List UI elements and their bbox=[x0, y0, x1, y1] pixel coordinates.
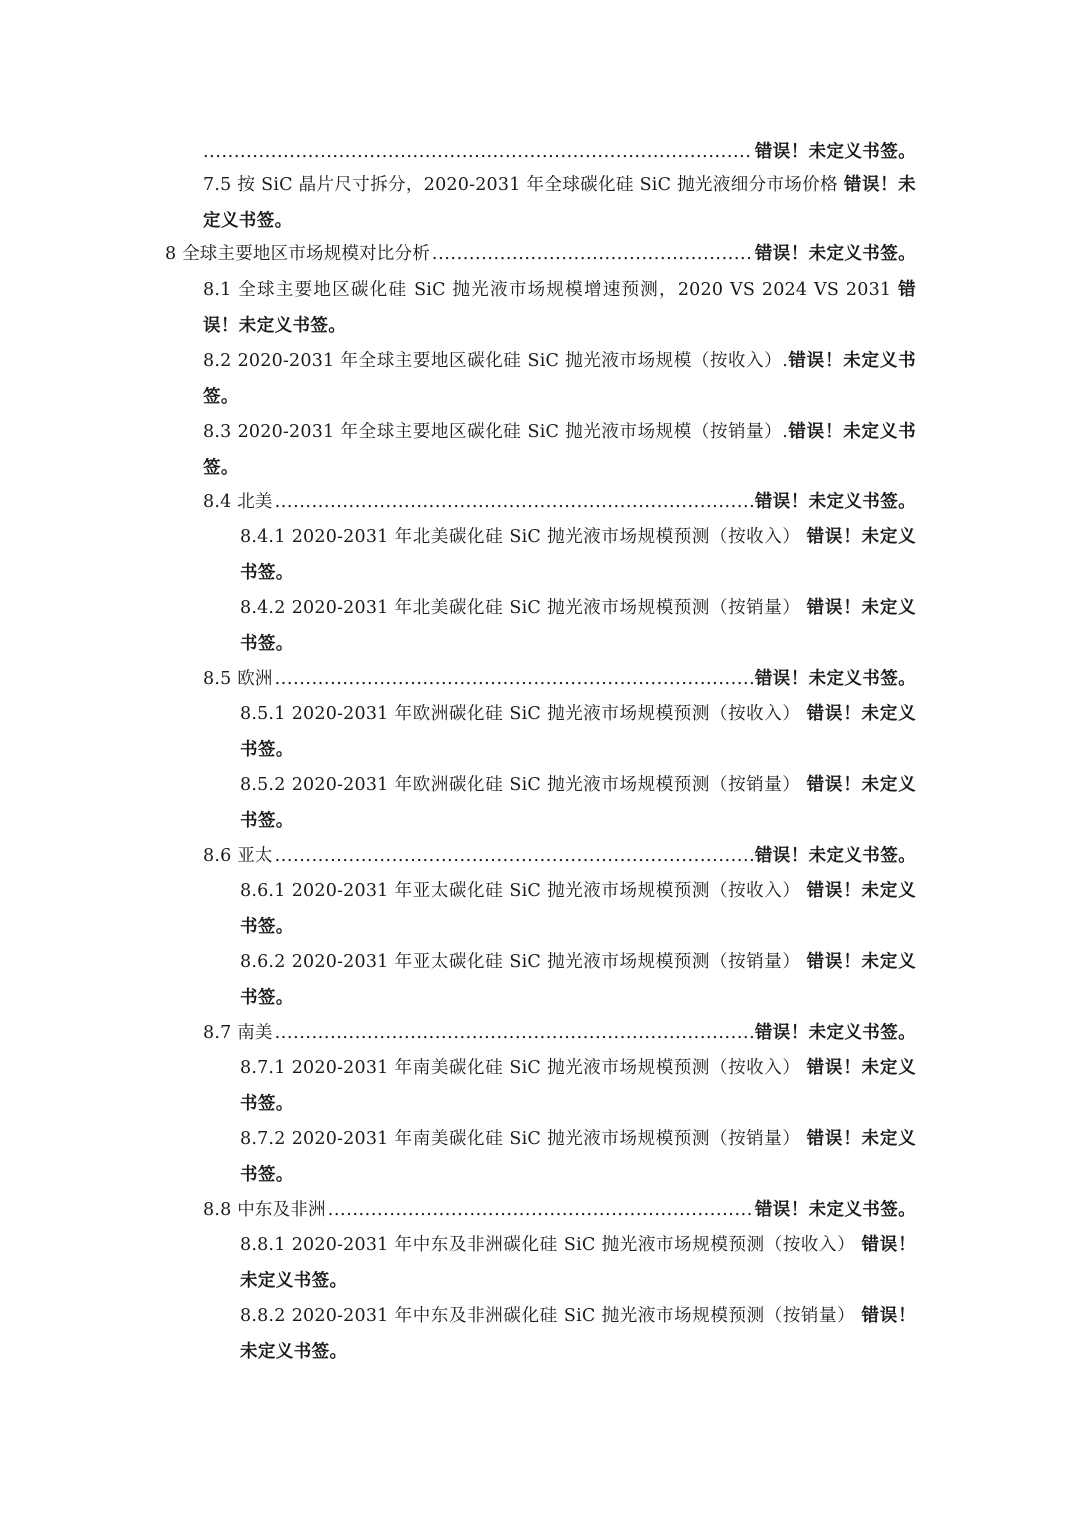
toc-entry-8-6-1[interactable] bbox=[240, 874, 916, 945]
error-bookmark-text: 错误！未定义书签。 bbox=[203, 280, 916, 336]
toc-entry-number: 8.5 bbox=[203, 669, 232, 689]
dot-leader bbox=[275, 1016, 753, 1052]
toc-entry-title: 全球主要地区市场规模对比分析 bbox=[182, 244, 430, 264]
error-bookmark-text: 错误！未定义书签。 bbox=[754, 1023, 916, 1043]
toc-entry-title: 2020-2031 年南美碳化硅 SiC 抛光液市场规模预测（按销量） bbox=[291, 1129, 801, 1149]
toc-entry-8-6[interactable] bbox=[203, 839, 916, 875]
error-bookmark-text: 错误！未定义书签。 bbox=[754, 244, 916, 264]
toc-entry-8-7-1[interactable] bbox=[240, 1051, 916, 1122]
toc-entry-title: 按 SiC 晶片尺寸拆分，2020-2031 年全球碳化硅 SiC 抛光液细分市场价格 bbox=[237, 175, 838, 195]
toc-entry-number: 8.6.1 bbox=[240, 881, 286, 901]
toc-entry-8-5-1[interactable] bbox=[240, 697, 916, 768]
error-bookmark-text: 错误！未定义书签。 bbox=[754, 1200, 916, 1220]
error-bookmark-text: 错误！未定义书签。 bbox=[240, 598, 917, 654]
toc-entry-title: 2020-2031 年南美碳化硅 SiC 抛光液市场规模预测（按收入） bbox=[291, 1058, 801, 1078]
toc-entry-8-4-2[interactable] bbox=[240, 591, 916, 662]
toc-entry-number: 8.7.1 bbox=[240, 1058, 286, 1078]
toc-entry-8[interactable] bbox=[165, 237, 916, 273]
toc-entry-8-6-2[interactable] bbox=[240, 945, 916, 1016]
toc-entry-7-5[interactable] bbox=[203, 168, 916, 239]
error-bookmark-text: 错误！未定义书签。 bbox=[203, 351, 917, 407]
toc-entry-title: 2020-2031 年北美碳化硅 SiC 抛光液市场规模预测（按收入） bbox=[291, 527, 801, 547]
toc-entry-title: 欧洲 bbox=[237, 669, 273, 689]
error-bookmark-text: 错误！未定义书签。 bbox=[240, 952, 917, 1008]
toc-entry-number: 8.6 bbox=[203, 846, 232, 866]
error-bookmark-text: 错误！未定义书签。 bbox=[240, 881, 917, 937]
toc-entry-8-4-1[interactable] bbox=[240, 520, 916, 591]
error-bookmark-text: 错误！未定义书签。 bbox=[240, 1058, 917, 1114]
dot-leader bbox=[275, 839, 753, 875]
dot-leader bbox=[328, 1193, 753, 1229]
toc-entry-8-1[interactable] bbox=[203, 273, 916, 344]
dot-leader bbox=[275, 662, 753, 698]
error-bookmark-text: 错误！未定义书签。 bbox=[754, 492, 916, 512]
toc-entry-title: 北美 bbox=[237, 492, 273, 512]
toc-entry-8-5[interactable] bbox=[203, 662, 916, 698]
toc-entry-number: 8.6.2 bbox=[240, 952, 286, 972]
toc-entry-8-8[interactable] bbox=[203, 1193, 916, 1229]
toc-entry-8-8-2[interactable] bbox=[240, 1299, 916, 1370]
toc-entry-number: 8.7 bbox=[203, 1023, 232, 1043]
toc-entry-8-3[interactable] bbox=[203, 415, 916, 486]
error-bookmark-text: 错误！未定义书签。 bbox=[240, 527, 917, 583]
toc-entry-title: 2020-2031 年欧洲碳化硅 SiC 抛光液市场规模预测（按收入） bbox=[291, 704, 801, 724]
toc-entry-number: 8.4.1 bbox=[240, 527, 286, 547]
toc-entry-number: 8.1 bbox=[203, 280, 232, 300]
toc-entry-title: 2020-2031 年欧洲碳化硅 SiC 抛光液市场规模预测（按销量） bbox=[291, 775, 801, 795]
toc-entry-number: 7.5 bbox=[203, 175, 232, 195]
error-bookmark-text: 错误！未定义书签。 bbox=[240, 1306, 917, 1362]
toc-entry-title: 2020-2031 年全球主要地区碳化硅 SiC 抛光液市场规模（按销量）. bbox=[237, 422, 789, 442]
toc-entry-number: 8.5.2 bbox=[240, 775, 286, 795]
toc-entry-title: 2020-2031 年北美碳化硅 SiC 抛光液市场规模预测（按销量） bbox=[291, 598, 801, 618]
error-bookmark-text: 错误！未定义书签。 bbox=[240, 1235, 917, 1291]
error-bookmark-text: 错误！未定义书签。 bbox=[240, 1129, 917, 1185]
toc-entry-title: 2020-2031 年亚太碳化硅 SiC 抛光液市场规模预测（按销量） bbox=[291, 952, 801, 972]
toc-entry-8-7-2[interactable] bbox=[240, 1122, 916, 1193]
toc-entry-number: 8.5.1 bbox=[240, 704, 286, 724]
toc-entry-8-4[interactable] bbox=[203, 485, 916, 521]
toc-entry-number: 8.8.2 bbox=[240, 1306, 286, 1326]
dot-leader bbox=[275, 485, 753, 521]
error-bookmark-text: 错误！未定义书签。 bbox=[754, 846, 916, 866]
toc-entry-title: 2020-2031 年中东及非洲碳化硅 SiC 抛光液市场规模预测（按收入） bbox=[291, 1235, 856, 1255]
toc-entry-number: 8 bbox=[165, 244, 177, 264]
toc-entry-number: 8.8.1 bbox=[240, 1235, 286, 1255]
toc-entry-8-2[interactable] bbox=[203, 344, 916, 415]
toc-entry-number: 8.2 bbox=[203, 351, 232, 371]
error-bookmark-text: 错误！未定义书签。 bbox=[203, 175, 916, 231]
toc-entry-number: 8.4 bbox=[203, 492, 232, 512]
toc-entry-8-5-2[interactable] bbox=[240, 768, 916, 839]
dot-leader bbox=[203, 135, 753, 171]
toc-entry-number: 8.3 bbox=[203, 422, 232, 442]
dot-leader bbox=[432, 237, 753, 273]
error-bookmark-text: 错误！未定义书签。 bbox=[754, 669, 916, 689]
error-bookmark-text: 错误！未定义书签。 bbox=[203, 422, 917, 478]
toc-entry-title: 亚太 bbox=[237, 846, 273, 866]
toc-entry-8-7[interactable] bbox=[203, 1016, 916, 1052]
toc-entry-number: 8.4.2 bbox=[240, 598, 286, 618]
toc-entry-title: 全球主要地区碳化硅 SiC 抛光液市场规模增速预测，2020 VS 2024 VS 2031 bbox=[238, 280, 892, 300]
toc-entry-title: 2020-2031 年亚太碳化硅 SiC 抛光液市场规模预测（按收入） bbox=[291, 881, 801, 901]
toc-entry-number: 8.8 bbox=[203, 1200, 232, 1220]
toc-entry-title: 南美 bbox=[237, 1023, 273, 1043]
toc-entry-title: 2020-2031 年全球主要地区碳化硅 SiC 抛光液市场规模（按收入）. bbox=[237, 351, 789, 371]
toc-entry-number: 8.7.2 bbox=[240, 1129, 286, 1149]
toc-entry-8-8-1[interactable] bbox=[240, 1228, 916, 1299]
toc-entry-continuation[interactable] bbox=[203, 135, 916, 171]
error-bookmark-text: 错误！未定义书签。 bbox=[754, 142, 916, 162]
error-bookmark-text: 错误！未定义书签。 bbox=[240, 775, 917, 831]
toc-entry-title: 中东及非洲 bbox=[237, 1200, 326, 1220]
error-bookmark-text: 错误！未定义书签。 bbox=[240, 704, 917, 760]
toc-entry-title: 2020-2031 年中东及非洲碳化硅 SiC 抛光液市场规模预测（按销量） bbox=[291, 1306, 856, 1326]
